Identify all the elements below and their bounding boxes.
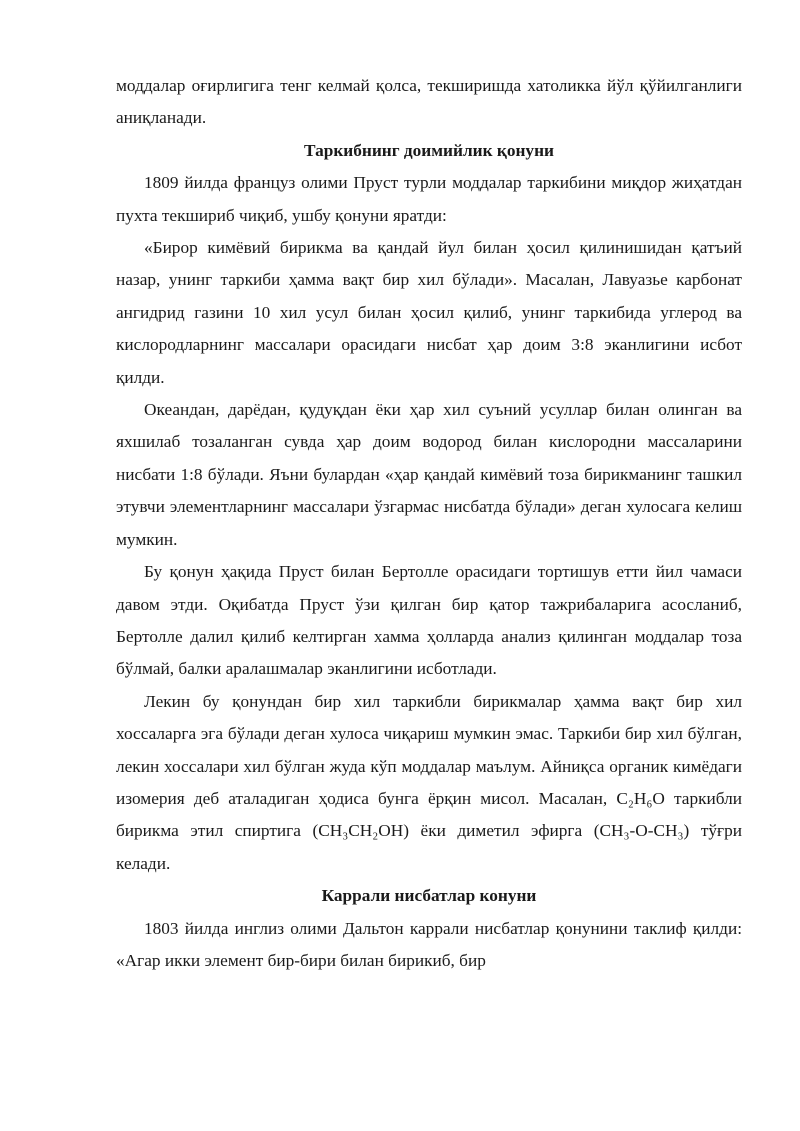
- paragraph: 1809 йилда француз олими Пруст турли моддалар таркибини миқдор жиҳатдан пухта текшириб чиқиб, ушбу қонуни яратди:: [116, 173, 742, 225]
- paragraph: 1803 йилда инглиз олими Дальтон каррали нисбатлар қонунини таклиф қилди: «Агар икки элемент бир-бири билан бирикиб, бир: [116, 918, 742, 970]
- paragraph: Лекин бу қонундан бир хил таркибли бирикмалар ҳамма вақт бир хил хоссаларга эга бўлади деган хулоса чиқариш мумкин эмас. Таркиби бир хил бўлган, лекин хоссалари хил бўлган жуда кўп моддалар маълум. Айниқса органик кимёдаги изомерия деб аталадиган ҳодиса бунга ёрқин мисол. Масалан, C₂H₆O таркибли бирикма этил спиртига (CH₃CH₂OH) ёки диметил эфирга (CH₃-O-CH₃) тўғри келади.: [116, 691, 742, 873]
- section-heading: Каррали нисбатлар конуни: [321, 886, 537, 906]
- section-heading: Таркибнинг доимийлик қонуни: [303, 140, 554, 160]
- paragraph: Океандан, дарёдан, қудуқдан ёки ҳар хил суъний усуллар билан олинган ва яхшилаб тозаланган сувда ҳар доим водород билан кислородни массаларини нисбати 1:8 бўлади. Яъни булардан «ҳар қандай кимёвий тоза бирикманинг ташкил этувчи элементларнинг массалари ўзгармас нисбатда бўлади» деган хулосага келиш мумкин.: [116, 400, 742, 549]
- document-page: [116, 70, 742, 977]
- paragraph: «Бирор кимёвий бирикма ва қандай йул билан ҳосил қилинишидан қатъий назар, унинг таркиби ҳамма вақт бир хил бўлади». Масалан, Лавуазье карбонат ангидрид газини 10 хил усул билан ҳосил қилиб, унинг таркибида углерод ва кислородларнинг массалари орасидаги нисбат ҳар доим 3:8 эканлигини исбот қилди.: [116, 238, 742, 387]
- paragraph: Бу қонун ҳақида Пруст билан Бертолле орасидаги тортишув етти йил чамаси давом этди. Оқибатда Пруст ўзи қилган бир қатор тажрибаларига асосланиб, Бертолле далил қилиб келтирган хамма ҳолларда анализ қилинган моддалар тоза бўлмай, балки аралашмалар эканлигини исботлади.: [116, 562, 742, 679]
- paragraph: моддалар оғирлигига тенг келмай қолса, текширишда хатоликка йўл қўйилганлиги аниқланади.: [116, 76, 742, 128]
